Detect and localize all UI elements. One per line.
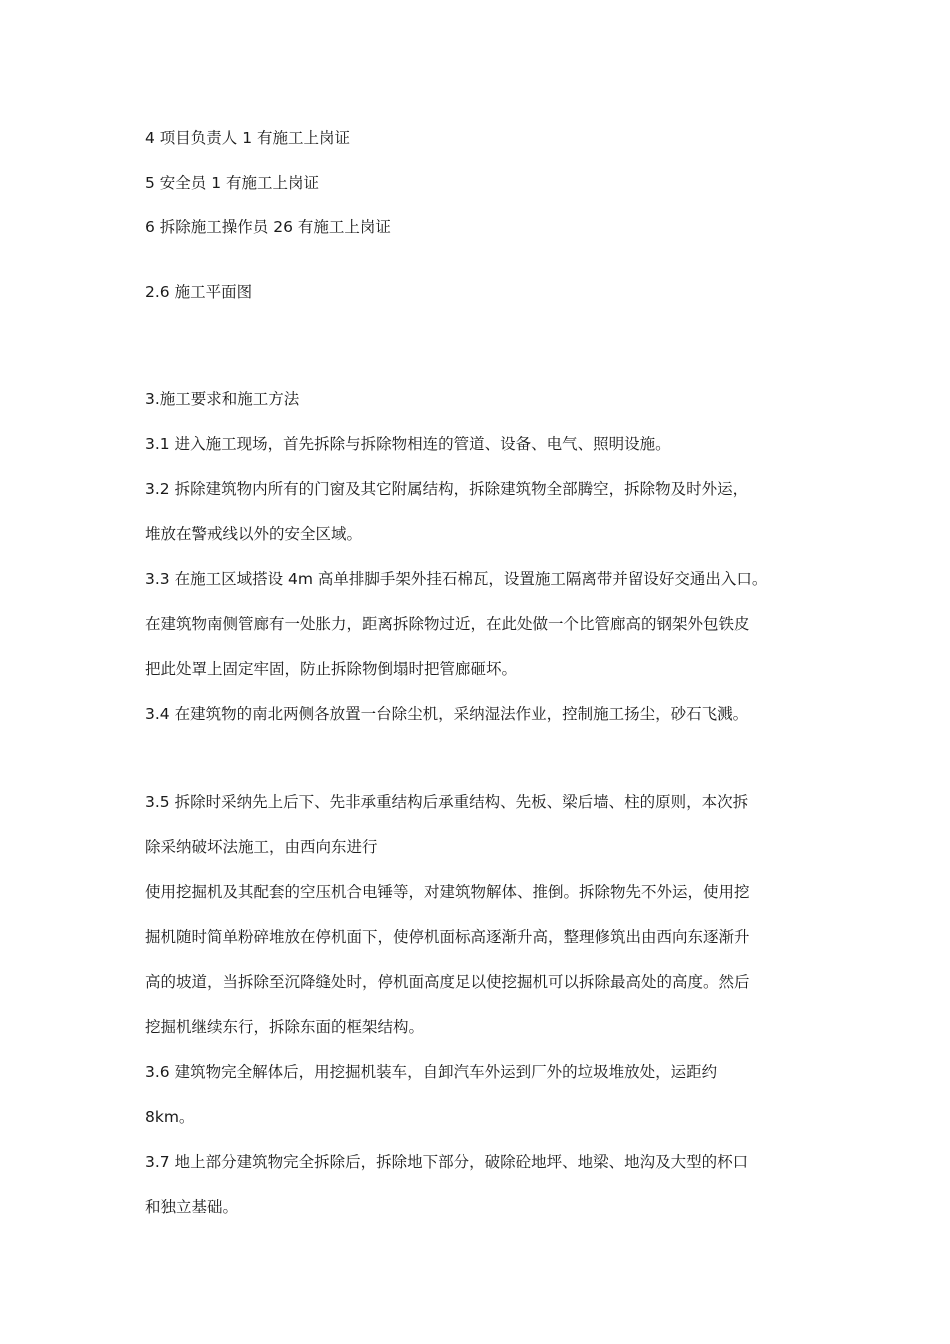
paragraph-3-4: 3.4 在建筑物的南北两侧各放置一台除尘机，采纳湿法作业，控制施工扬尘，砂石飞溅。 <box>145 705 749 723</box>
paragraph-3-5-line-2: 除采纳破坏法施工，由西向东进行 <box>145 838 378 856</box>
paragraph-3-1: 3.1 进入施工现场，首先拆除与拆除物相连的管道、设备、电气、照明设施。 <box>145 435 671 453</box>
text-line-staff-operators: 6 拆除施工操作员 26 有施工上岗证 <box>145 218 391 236</box>
text-line-staff-safety-officer: 5 安全员 1 有施工上岗证 <box>145 174 320 192</box>
paragraph-3-5-line-4: 掘机随时简单粉碎堆放在停机面下，使停机面标高逐渐升高，整理修筑出由西向东逐渐升 <box>145 928 750 946</box>
paragraph-3-5-line-1: 3.5 拆除时采纳先上后下、先非承重结构后承重结构、先板、梁后墙、柱的原则，本次拆 <box>145 793 749 811</box>
paragraph-3-3-line-2: 在建筑物南侧管廊有一处胀力，距离拆除物过近，在此处做一个比管廊高的钢架外包铁皮 <box>145 615 750 633</box>
paragraph-3-3-line-1: 3.3 在施工区域搭设 4m 高单排脚手架外挂石棉瓦，设置施工隔离带并留设好交通出入口。 <box>145 570 768 588</box>
paragraph-3-6-line-2: 8km。 <box>145 1108 195 1126</box>
paragraph-3-7-line-2: 和独立基础。 <box>145 1198 239 1216</box>
paragraph-3-5-line-5: 高的坡道，当拆除至沉降缝处时，停机面高度足以使挖掘机可以拆除最高处的高度。然后 <box>145 973 750 991</box>
paragraph-3-7-line-1: 3.7 地上部分建筑物完全拆除后，拆除地下部分，破除砼地坪、地梁、地沟及大型的杯口 <box>145 1153 749 1171</box>
paragraph-3-5-line-3: 使用挖掘机及其配套的空压机合电锤等，对建筑物解体、推倒。拆除物先不外运，使用挖 <box>145 883 750 901</box>
paragraph-3-6-line-1: 3.6 建筑物完全解体后，用挖掘机装车，自卸汽车外运到厂外的垃圾堆放处，运距约 <box>145 1063 718 1081</box>
paragraph-3-5-line-6: 挖掘机继续东行，拆除东面的框架结构。 <box>145 1018 425 1036</box>
text-line-staff-project-manager: 4 项目负责人 1 有施工上岗证 <box>145 129 351 147</box>
paragraph-3-2-line-2: 堆放在警戒线以外的安全区域。 <box>145 525 363 543</box>
paragraph-3-2-line-1: 3.2 拆除建筑物内所有的门窗及其它附属结构，拆除建筑物全部腾空，拆除物及时外运， <box>145 480 749 498</box>
section-heading-2-6: 2.6 施工平面图 <box>145 283 253 301</box>
paragraph-3-3-line-3: 把此处罩上固定牢固，防止拆除物倒塌时把管廊砸坏。 <box>145 660 518 678</box>
section-heading-3: 3.施工要求和施工方法 <box>145 390 300 408</box>
